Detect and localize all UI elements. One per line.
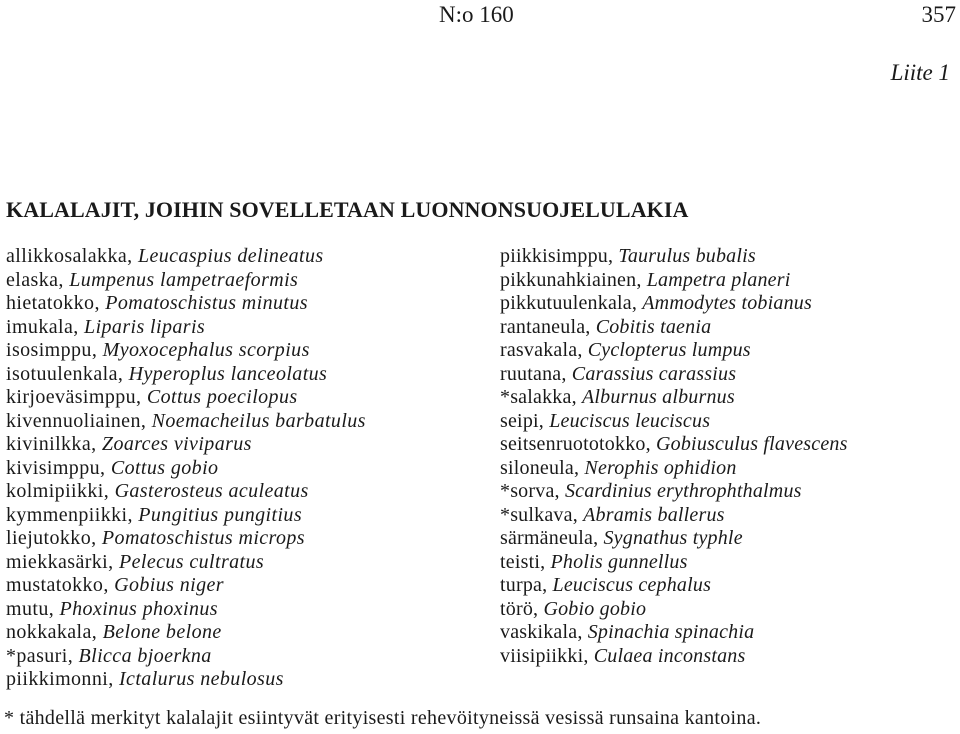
species-list-right [500, 245, 848, 668]
species-entry: imukala, Liparis liparis [6, 315, 206, 338]
species-scientific-name: Ictalurus nebulosus [119, 668, 284, 690]
species-scientific-name: Nerophis ophidion [584, 456, 737, 479]
species-common-name: miekkasärki [6, 550, 109, 573]
species-entry: piikkimonni, Ictalurus nebulosus [6, 668, 284, 690]
species-entry: *sulkava, Abramis ballerus [500, 503, 725, 526]
species-scientific-name: Pholis gunnellus [550, 550, 688, 573]
species-entry: pikkutuulenkala, Ammodytes tobianus [500, 292, 812, 314]
species-scientific-name: Belone belone [102, 621, 222, 643]
species-common-name: teisti [500, 550, 541, 573]
species-common-name: seipi [500, 409, 539, 432]
species-common-name: kirjoeväsimppu [6, 386, 137, 408]
species-scientific-name: Abramis ballerus [583, 503, 725, 526]
species-common-name: *pasuri [6, 644, 68, 667]
species-entry: kivisimppu, Cottus gobio [6, 456, 219, 479]
species-common-name: hietatokko [6, 292, 95, 314]
species-entry: kolmipiikki, Gasterosteus aculeatus [6, 480, 309, 502]
species-common-name: turpa [500, 574, 543, 596]
species-common-name: *sorva [500, 480, 555, 502]
species-scientific-name: Cottus poecilopus [146, 386, 298, 408]
species-scientific-name: Gobiusculus flavescens [656, 433, 848, 455]
species-common-name: *sulkava [500, 503, 573, 526]
species-common-name: kolmipiikki [6, 480, 104, 502]
species-entry: mutu, Phoxinus phoxinus [6, 597, 218, 620]
species-common-name: imukala [6, 315, 74, 338]
species-common-name: elaska [6, 268, 59, 291]
species-entry: piikkisimppu, Taurulus bubalis [500, 245, 756, 267]
species-common-name: siloneula [500, 456, 575, 479]
species-common-name: pikkutuulenkala [500, 292, 632, 314]
species-scientific-name: Cyclopterus lumpus [587, 339, 751, 361]
species-common-name: seitsenruototokko [500, 433, 646, 455]
species-scientific-name: Liparis liparis [84, 315, 206, 338]
species-common-name: viisipiikki [500, 644, 584, 667]
species-common-name: nokkakala [6, 621, 92, 643]
species-scientific-name: Hyperoplus lanceolatus [128, 362, 328, 385]
species-scientific-name: Gobius niger [114, 574, 224, 596]
species-entry: rasvakala, Cyclopterus lumpus [500, 339, 751, 361]
species-common-name: liejutokko [6, 527, 92, 549]
species-entry: viisipiikki, Culaea inconstans [500, 644, 746, 667]
species-common-name: kivisimppu [6, 456, 101, 479]
species-entry: turpa, Leuciscus cephalus [500, 574, 712, 596]
issue-number: N:o 160 [439, 2, 514, 27]
species-scientific-name: Carassius carassius [571, 362, 737, 385]
species-common-name: *salakka [500, 386, 572, 408]
species-entry: mustatokko, Gobius niger [6, 574, 224, 596]
species-list-left [6, 245, 366, 692]
species-scientific-name: Leuciscus leuciscus [549, 409, 711, 432]
footnote: * tähdellä merkityt kalalajit esiintyvät erityisesti rehevöityneissä vesissä runsaina kantoina. [4, 707, 762, 729]
species-entry: hietatokko, Pomatoschistus minutus [6, 292, 308, 314]
species-scientific-name: Leucaspius delineatus [137, 245, 324, 267]
species-entry: isosimppu, Myoxocephalus scorpius [6, 339, 310, 361]
species-scientific-name: Pomatoschistus microps [101, 527, 305, 549]
species-entry: pikkunahkiainen, Lampetra planeri [500, 268, 791, 291]
species-common-name: piikkisimppu [500, 245, 608, 267]
species-entry: kymmenpiikki, Pungitius pungitius [6, 503, 303, 526]
species-scientific-name: Taurulus bubalis [618, 245, 756, 267]
species-scientific-name: Pomatoschistus minutus [105, 292, 308, 314]
species-entry: *salakka, Alburnus alburnus [500, 386, 735, 408]
species-common-name: särmäneula [500, 527, 594, 549]
species-entry: seitsenruototokko, Gobiusculus flavescens [500, 433, 848, 455]
species-common-name: kivennuoliainen [6, 409, 141, 432]
species-scientific-name: Lumpenus lampetraeformis [69, 268, 299, 291]
species-scientific-name: Lampetra planeri [646, 268, 791, 291]
species-common-name: piikkimonni [6, 668, 109, 690]
species-scientific-name: Gasterosteus aculeatus [114, 480, 309, 502]
species-scientific-name: Spinachia spinachia [587, 621, 755, 643]
species-scientific-name: Ammodytes tobianus [642, 292, 812, 314]
species-entry: törö, Gobio gobio [500, 597, 647, 620]
species-entry: vaskikala, Spinachia spinachia [500, 621, 755, 643]
species-common-name: kymmenpiikki [6, 503, 128, 526]
species-scientific-name: Leuciscus cephalus [552, 574, 712, 596]
species-scientific-name: Cottus gobio [110, 456, 219, 479]
species-common-name: rasvakala [500, 339, 578, 361]
appendix-label: Liite 1 [890, 60, 950, 85]
species-common-name: pikkunahkiainen [500, 268, 637, 291]
species-scientific-name: Pungitius pungitius [138, 503, 303, 526]
species-scientific-name: Alburnus alburnus [581, 386, 735, 408]
species-entry: siloneula, Nerophis ophidion [500, 456, 737, 479]
species-entry: seipi, Leuciscus leuciscus [500, 409, 711, 432]
species-common-name: mutu [6, 597, 49, 620]
species-entry: liejutokko, Pomatoschistus microps [6, 527, 305, 549]
section-title: KALALAJIT, JOIHIN SOVELLETAAN LUONNONSUOJELULAKIA [6, 197, 689, 222]
species-common-name: allikkosalakka [6, 245, 128, 267]
species-scientific-name: Blicca bjoerkna [78, 644, 212, 667]
species-entry: nokkakala, Belone belone [6, 621, 222, 643]
species-entry: elaska, Lumpenus lampetraeformis [6, 268, 299, 291]
species-common-name: kivinilkka [6, 433, 92, 455]
species-scientific-name: Sygnathus typhle [603, 527, 743, 549]
species-common-name: isosimppu [6, 339, 92, 361]
species-common-name: mustatokko [6, 574, 104, 596]
species-entry: miekkasärki, Pelecus cultratus [6, 550, 265, 573]
species-scientific-name: Zoarces viviparus [101, 433, 252, 455]
species-entry: teisti, Pholis gunnellus [500, 550, 688, 573]
species-common-name: törö [500, 597, 534, 620]
species-entry: allikkosalakka, Leucaspius delineatus [6, 245, 324, 267]
species-common-name: vaskikala [500, 621, 578, 643]
species-entry: kivennuoliainen, Noemacheilus barbatulus [6, 409, 366, 432]
species-entry: kivinilkka, Zoarces viviparus [6, 433, 252, 455]
species-common-name: rantaneula [500, 315, 586, 338]
species-scientific-name: Gobio gobio [543, 597, 647, 620]
page-number: 357 [921, 2, 956, 27]
species-entry: *pasuri, Blicca bjoerkna [6, 644, 212, 667]
species-entry: kirjoeväsimppu, Cottus poecilopus [6, 386, 298, 408]
species-entry: isotuulenkala, Hyperoplus lanceolatus [6, 362, 328, 385]
species-entry: särmäneula, Sygnathus typhle [500, 527, 743, 549]
species-entry: *sorva, Scardinius erythrophthalmus [500, 480, 802, 502]
species-common-name: isotuulenkala [6, 362, 118, 385]
species-entry: rantaneula, Cobitis taenia [500, 315, 712, 338]
species-common-name: ruutana [500, 362, 562, 385]
species-scientific-name: Myoxocephalus scorpius [102, 339, 310, 361]
species-entry: ruutana, Carassius carassius [500, 362, 737, 385]
species-scientific-name: Culaea inconstans [593, 644, 746, 667]
species-scientific-name: Noemacheilus barbatulus [151, 409, 366, 432]
species-scientific-name: Phoxinus phoxinus [59, 597, 218, 620]
species-scientific-name: Cobitis taenia [595, 315, 712, 338]
species-scientific-name: Pelecus cultratus [118, 550, 265, 573]
species-scientific-name: Scardinius erythrophthalmus [564, 480, 802, 502]
